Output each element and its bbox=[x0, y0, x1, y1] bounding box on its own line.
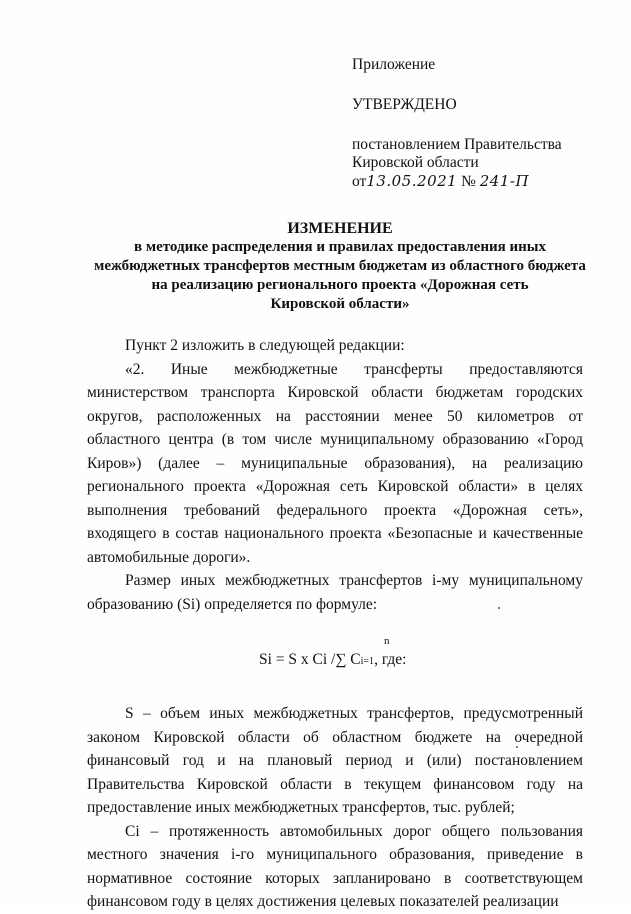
title-line-5: Кировской области» bbox=[270, 296, 410, 312]
approved-label: УТВЕРЖДЕНО bbox=[352, 96, 457, 113]
title-line-2: в методике распределения и правилах предоставления иных bbox=[134, 239, 546, 255]
title-line-4: на реализацию регионального проекта «Дорожная сеть bbox=[151, 277, 529, 293]
formula-upper-limit: n bbox=[384, 635, 390, 647]
paragraph-2: «2. Иные межбюджетные трансферты предоставляются министерством транспорта Кировской области бюджетам городских округов, расположенных на расстоянии менее 50 километров от областного центра (в том числе муниципальному образованию «Город Киров») (далее – муниципальные образования), на реализацию регионального проекта «Дорожная сеть Кировской области» в целях выполнения требований федерального проекта «Дорожная сеть», входящего в состав национального проекта «Безопасные и качественные автомобильные дороги». bbox=[87, 360, 583, 566]
document-title bbox=[60, 219, 620, 314]
date-prefix: от bbox=[352, 173, 367, 190]
formula-main: Si = S x Ci /∑ C bbox=[259, 651, 361, 668]
paragraph-4: S – объем иных межбюджетных трансфертов, предусмотренный законом Кировской области об областном бюджете на очередной финансовый год и на плановый период и (или) постановлением Правительства Кировской области в текущем финансовом году на предоставление иных межбюджетных трансфертов, тыс. рублей; bbox=[87, 705, 583, 816]
title-line-3: межбюджетных трансфертов местным бюджетам из областного бюджета bbox=[94, 258, 586, 274]
paragraph-5: Ci – протяженность автомобильных дорог общего пользования местного значения i-го муниципального образования, приведение в нормативное состояние которых запланировано в соответствующем финансовом году в целях достижения целевых показателей реализации bbox=[87, 822, 583, 910]
scan-speck bbox=[516, 746, 518, 748]
formula-tail: , где: bbox=[374, 651, 407, 668]
formula-lower-limit: i=1 bbox=[360, 656, 375, 667]
handwritten-date: 13.05.2021 bbox=[366, 172, 458, 190]
title-heading: ИЗМЕНЕНИЕ bbox=[287, 220, 393, 237]
handwritten-number: 241-П bbox=[479, 172, 530, 190]
paragraph-3: Размер иных межбюджетных трансфертов i-му муниципальному образованию (Si) определяется по формуле: bbox=[87, 572, 583, 613]
approval-block bbox=[352, 56, 612, 191]
paragraph-1: Пункт 2 изложить в следующей редакции: bbox=[125, 337, 405, 354]
appendix-label: Приложение bbox=[352, 56, 436, 73]
decree-line-1: постановлением Правительства bbox=[352, 136, 562, 153]
formula bbox=[87, 630, 583, 676]
formula-expression bbox=[259, 648, 406, 674]
scan-speck bbox=[498, 607, 500, 609]
document-body bbox=[87, 334, 583, 914]
decree-date-line bbox=[352, 172, 612, 191]
number-prefix: № bbox=[461, 173, 476, 190]
decree-line-2: Кировской области bbox=[352, 154, 479, 171]
